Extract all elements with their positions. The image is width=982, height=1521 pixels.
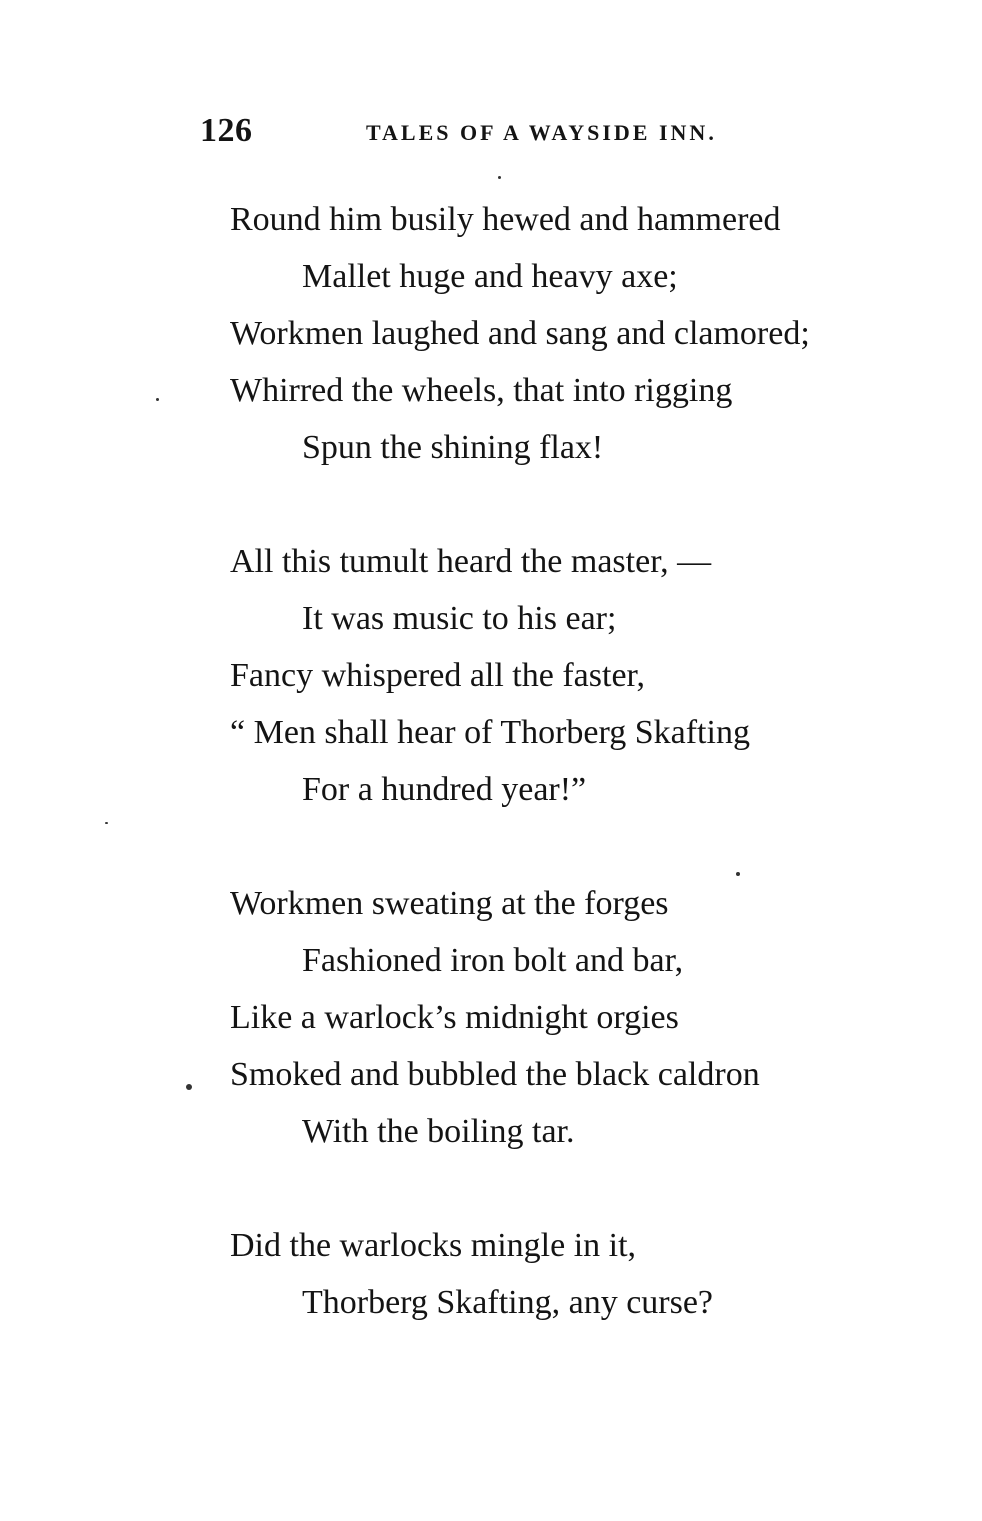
verse-line: For a hundred year!”	[302, 771, 587, 808]
scan-speck	[156, 398, 159, 401]
verse-line: Spun the shining flax!	[302, 429, 604, 466]
verse-line: Thorberg Skafting, any curse?	[302, 1284, 714, 1321]
verse-line: Workmen laughed and sang and clamored;	[230, 315, 810, 352]
verse-line: Fashioned iron bolt and bar,	[302, 942, 684, 979]
verse-line: Like a warlock’s midnight orgies	[230, 999, 679, 1036]
verse-line: Round him busily hewed and hammered	[230, 201, 781, 238]
verse-line: It was music to his ear;	[302, 600, 617, 637]
scan-speck	[498, 176, 501, 179]
verse-line: Smoked and bubbled the black caldron	[230, 1056, 760, 1093]
verse-line: Fancy whispered all the faster,	[230, 657, 645, 694]
page-number: 126	[200, 112, 253, 149]
verse-line: Whirred the wheels, that into rigging	[230, 372, 733, 409]
running-title: TALES OF A WAYSIDE INN.	[366, 120, 717, 145]
verse-line: With the boiling tar.	[302, 1113, 575, 1150]
verse-line: All this tumult heard the master, —	[230, 543, 712, 580]
scan-speck	[186, 1084, 192, 1090]
verse-line: Workmen sweating at the forges	[230, 885, 669, 922]
scan-speck	[105, 822, 108, 824]
verse-line: “ Men shall hear of Thorberg Skafting	[230, 714, 750, 751]
verse-line: Mallet huge and heavy axe;	[302, 258, 678, 295]
scan-speck	[736, 872, 740, 876]
verse-line: Did the warlocks mingle in it,	[230, 1227, 637, 1264]
